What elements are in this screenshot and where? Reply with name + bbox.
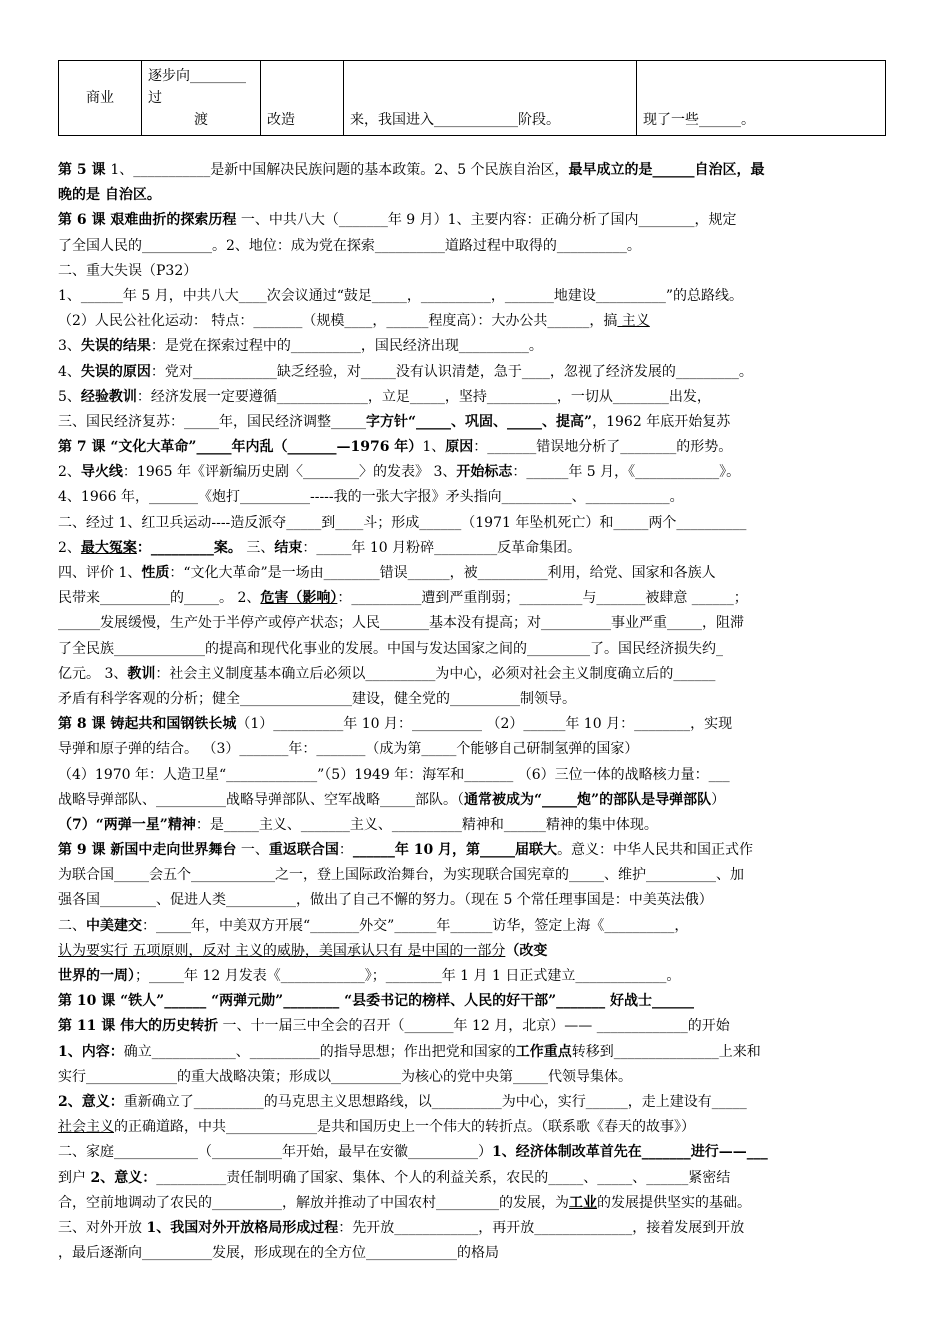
text-segment: ：先开放____________，再开放______________，接着发展到开放 bbox=[338, 1219, 745, 1236]
text-segment: 性质 bbox=[141, 565, 170, 581]
text-segment: 导火线 bbox=[80, 464, 123, 481]
text-segment: 矛盾有科学客观的分析；健全________________建设，健全党的__________制领导。 bbox=[58, 690, 576, 707]
text-segment: 三、对外开放 bbox=[58, 1219, 147, 1236]
text-line bbox=[58, 1040, 898, 1065]
text-segment: 教训 bbox=[127, 665, 156, 682]
text-line bbox=[58, 208, 898, 233]
text-segment: 2、 bbox=[58, 464, 81, 481]
text-line bbox=[58, 586, 898, 611]
text-segment: 开始标志 bbox=[456, 464, 513, 481]
text-segment: 1、经济体制改革首先在_______进行——___ bbox=[492, 1144, 768, 1161]
text-line bbox=[58, 813, 898, 838]
text-line bbox=[58, 309, 898, 334]
text-segment: ，1962 年底开始复苏 bbox=[592, 413, 731, 430]
text-line bbox=[58, 1241, 898, 1266]
text-segment: __________责任制明确了国家、集体、个人的利益关系，农民的_____、_____、______紧密结 bbox=[156, 1169, 731, 1186]
text-segment: ：是党在探索过程中的__________，国民经济出现__________。 bbox=[150, 338, 543, 355]
text-segment: （7）“两弹一星”精神 bbox=[58, 816, 196, 833]
text-segment: ：是_____主义、_______主义、__________精神和______精神的集中体现。 bbox=[195, 816, 658, 833]
top-table bbox=[58, 60, 886, 136]
text-segment: 二、家庭____________（__________年开始，最早在安徽__________） bbox=[58, 1144, 492, 1161]
text-segment: 战略导弹部队、__________战略导弹部队、空军战略_____部队。（ bbox=[58, 791, 464, 808]
text-segment: 。意义：中华人民共和国正式作 bbox=[557, 842, 754, 859]
text-segment: 第 11 课 伟大的历史转折 bbox=[58, 1018, 219, 1035]
text-segment: 实行_____________的重大战略决策；形成以__________为核心的党中央第_____代领导集体。 bbox=[58, 1068, 632, 1085]
text-line bbox=[58, 410, 898, 435]
text-segment: 导弹和原子弹的结合。 （3）_______年：_______（成为第_____个能够自己研制氢弹的国家） bbox=[58, 741, 639, 758]
text-segment: 原因 bbox=[445, 439, 474, 456]
text-segment: 工业 bbox=[569, 1194, 597, 1211]
text-segment: 晚的是 自治区。 bbox=[58, 187, 161, 204]
text-line bbox=[58, 888, 898, 913]
text-segment: 4、 bbox=[58, 363, 81, 380]
text-segment: （2）人民公社化运动： 特点：_______（规模____，______程度高）：大办公共______，搞 bbox=[58, 313, 618, 330]
text-segment: 一、 bbox=[236, 842, 269, 859]
text-segment: 二、重大失误（P32） bbox=[58, 262, 198, 279]
text-segment: 1、内容： bbox=[58, 1043, 124, 1060]
text-segment: 四、评价 1、 bbox=[58, 565, 142, 581]
text-segment: 第 8 课 铸起共和国钢铁长城 bbox=[58, 716, 237, 733]
text-line bbox=[58, 485, 898, 510]
text-segment: 一、十一届三中全会的召开（_______年 12 月，北京）—— _____________的开始 bbox=[218, 1018, 730, 1035]
text-segment: 4、1966 年，_______《炮打__________-----我的一张大字报》矛头指向__________、____________。 bbox=[58, 489, 684, 506]
text-line bbox=[58, 1216, 898, 1241]
text-line bbox=[58, 259, 898, 284]
text-segment: 确立____________、__________的指导思想；作出把党和国家的 bbox=[123, 1043, 516, 1060]
text-segment: 结束 bbox=[274, 539, 303, 556]
text-segment: ：党对____________缺乏经验，对_____没有认识清楚，急于____，忽视了经济发展的_________。 bbox=[150, 363, 753, 380]
text-segment: ，最后逐渐向__________发展，形成现在的全方位_____________的格局 bbox=[58, 1245, 499, 1262]
text-segment: ） bbox=[711, 791, 726, 808]
text-segment: ：__________遭到严重削弱；_________与_______被肆意 ______； bbox=[337, 590, 748, 607]
text-line bbox=[58, 234, 898, 259]
text-segment: 认为要实行 五项原则，反对 主义的威胁，美国承认只有 是中国的一部分 bbox=[58, 942, 506, 959]
text-line bbox=[58, 687, 898, 712]
text-segment: 1、 bbox=[422, 439, 446, 456]
text-line bbox=[58, 158, 898, 183]
text-segment: ：_______错误地分析了________的形势。 bbox=[473, 439, 733, 456]
text-segment: 通常被成为“_____炮”的部队是导弹部队 bbox=[464, 791, 712, 808]
text-line bbox=[58, 1065, 898, 1090]
text-segment: 二、经过 1、红卫兵运动----造反派夺_____到____斗；形成______（1971 年坠机死亡）和_____两个__________ bbox=[58, 514, 747, 531]
text-line bbox=[58, 914, 898, 939]
text-line bbox=[58, 737, 898, 762]
text-segment: ：“文化大革命”是一场由________错误______，被__________利用，给党、国家和各族人 bbox=[169, 565, 716, 581]
text-segment: 最早成立的是______自治区，最 bbox=[568, 162, 765, 178]
text-segment: ：_____年 10 月粉碎_________反革命集团。 bbox=[302, 539, 582, 556]
text-segment: 为联合国_____会五个____________之一，登上国际政治舞台，为实现联合国宪章的_____、维护__________、加 bbox=[58, 867, 744, 884]
text-segment: ______年 10 月，第_____届联大 bbox=[352, 842, 558, 859]
text-segment: 字方针“_____、巩固、_____、提高” bbox=[366, 413, 593, 430]
text-segment: 重返联合国 bbox=[268, 842, 339, 859]
text-segment: ：社会主义制度基本确立后必须以__________为中心，必须对社会主义制度确立后的______ bbox=[155, 665, 716, 682]
text-segment: 第 10 课 “铁人”______ “两弹元勋”________ “县委书记的榜样、人民的好干部”_______ 好战士______ bbox=[58, 993, 695, 1010]
text-segment: 最大冤案 bbox=[80, 539, 137, 556]
table-cell-line: 渡 bbox=[194, 112, 208, 128]
text-line bbox=[58, 637, 898, 662]
text-segment: 世界的一周） bbox=[58, 968, 135, 984]
text-segment: 民带来__________的_____。 2、 bbox=[58, 590, 261, 607]
text-segment: 了全国人民的__________。2、地位：成为党在探索__________道路过程中取得的__________。 bbox=[58, 237, 641, 254]
text-line bbox=[58, 1166, 898, 1191]
text-line bbox=[58, 788, 898, 813]
text-segment: 主义 bbox=[617, 313, 650, 330]
text-segment: 失误的原因 bbox=[80, 363, 151, 380]
text-segment: 第 5 课 bbox=[58, 162, 111, 178]
text-segment: 2、意义： bbox=[90, 1169, 157, 1186]
text-segment: ；_____年 12 月发表《____________》；________年 1 月 1 日正式建立_____________。 bbox=[135, 968, 681, 984]
text-line bbox=[58, 1090, 898, 1115]
text-segment: 亿元。 3、 bbox=[58, 665, 128, 682]
text-segment: 合，空前地调动了农民的__________，解放并推动了中国农村_________的发展，为 bbox=[58, 1194, 569, 1211]
text-line bbox=[58, 284, 898, 309]
text-line bbox=[58, 561, 898, 586]
text-segment: ：1965 年《评新编历史剧〈________〉的发表》 3、 bbox=[122, 464, 457, 481]
text-segment: 三、国民经济复苏：_____年，国民经济调整_____ bbox=[58, 413, 366, 430]
text-segment: 了全民族_____________的提高和现代化事业的发展。中国与发达国家之间的_________了。国民经济损失约_ bbox=[58, 640, 723, 657]
text-line bbox=[58, 460, 898, 485]
table-cell-stage: 来，我国进入____________阶段。 bbox=[344, 61, 637, 136]
text-segment: 到户 bbox=[58, 1169, 91, 1186]
text-line bbox=[58, 662, 898, 687]
text-line bbox=[58, 360, 898, 385]
text-line bbox=[58, 763, 898, 788]
text-line bbox=[58, 536, 898, 561]
text-line bbox=[58, 863, 898, 888]
text-segment: 经验教训 bbox=[80, 388, 137, 405]
table-cell-appear: 现了一些______。 bbox=[637, 61, 886, 136]
text-segment: 的发展提供坚实的基础。 bbox=[597, 1194, 751, 1211]
text-segment: 一、中共八大（_______年 9 月）1、主要内容：正确分析了国内________，规定 bbox=[236, 212, 737, 229]
text-segment: 社会主义 bbox=[58, 1119, 114, 1136]
text-line bbox=[58, 712, 898, 737]
text-line bbox=[58, 334, 898, 359]
text-line bbox=[58, 838, 898, 863]
text-segment: 的正确道路，中共_____________是共和国历史上一个伟大的转折点。（联系歌《春天的故事》） bbox=[114, 1119, 695, 1136]
worksheet-page bbox=[58, 60, 898, 1266]
text-segment: 3、 bbox=[58, 338, 81, 355]
text-line bbox=[58, 1191, 898, 1216]
table-cell-line: 逐步向________过 bbox=[148, 68, 246, 106]
text-segment: 5、 bbox=[58, 388, 81, 405]
table-cell-commerce: 商业 bbox=[59, 61, 142, 136]
text-segment: 2、意义： bbox=[58, 1093, 124, 1110]
text-segment: 转移到_______________上来和 bbox=[571, 1043, 761, 1060]
text-segment: （1）__________年 10 月：__________ （2）______年 10 月：________，实现 bbox=[236, 716, 733, 733]
text-segment: 1、______年 5 月，中共八大____次会议通过“鼓足_____，__________，_______地建设__________”的总路线。 bbox=[58, 287, 744, 304]
text-segment: ：_____年，中美双方开展“_______外交”______年______访华，签定上海《__________， bbox=[142, 917, 689, 934]
text-line bbox=[58, 511, 898, 536]
text-segment: ：经济发展一定要遵循_____________，立足_____，坚持__________，一切从________出发， bbox=[136, 388, 711, 405]
text-segment: 1、___________是新中国解决民族问题的基本政策。2、5 个民族自治区， bbox=[110, 162, 569, 178]
text-segment: 失误的结果 bbox=[80, 338, 151, 355]
text-segment: ： bbox=[338, 842, 353, 859]
text-segment: 第 6 课 艰难曲折的探索历程 bbox=[58, 212, 237, 229]
text-line bbox=[58, 964, 898, 989]
text-segment: 危害（影响） bbox=[260, 590, 338, 607]
text-segment: 三、 bbox=[241, 539, 275, 556]
text-segment: 重新确立了__________的马克思主义思想路线，以__________为中心，实行______，走上建设有_____ bbox=[123, 1093, 747, 1110]
text-segment: ______发展缓慢，生产处于半停产或停产状态；人民_______基本没有提高；对__________事业严重_____，阻滞 bbox=[58, 615, 744, 632]
text-line bbox=[58, 1014, 898, 1039]
text-line bbox=[58, 1115, 898, 1140]
text-line bbox=[58, 611, 898, 636]
text-segment: 强各国________、促进人类__________，做出了自己不懈的努力。（现在 5 个常任理事国是：中美英法俄） bbox=[58, 892, 713, 909]
text-segment: ：_________案。 bbox=[136, 539, 242, 556]
text-line bbox=[58, 1140, 898, 1165]
text-segment: （4）1970 年：人造卫星“_____________”（5）1949 年：海军和_______ （6）三位一体的战略核力量：___ bbox=[58, 766, 730, 783]
text-segment: 工作重点 bbox=[515, 1043, 572, 1060]
text-segment: ：______年 5 月，《____________》。 bbox=[512, 464, 741, 481]
table-cell-transition bbox=[142, 61, 261, 136]
text-line bbox=[58, 939, 898, 964]
text-segment: （改变 bbox=[505, 942, 548, 959]
text-body bbox=[58, 158, 898, 1266]
text-line bbox=[58, 989, 898, 1014]
table-cell-reform: 改造 bbox=[261, 61, 344, 136]
text-line bbox=[58, 385, 898, 410]
text-segment: 二、 bbox=[58, 917, 86, 934]
text-line bbox=[58, 183, 898, 208]
text-segment: 中美建交 bbox=[86, 917, 142, 934]
text-segment: 2、 bbox=[58, 539, 81, 556]
text-segment: 第 7 课 “文化大革命”_____年内乱（_______—1976 年） bbox=[58, 439, 423, 456]
text-segment: 第 9 课 新国中走向世界舞台 bbox=[58, 842, 237, 859]
text-segment: 1、我国对外开放格局形成过程 bbox=[146, 1219, 339, 1236]
text-line bbox=[58, 435, 898, 460]
